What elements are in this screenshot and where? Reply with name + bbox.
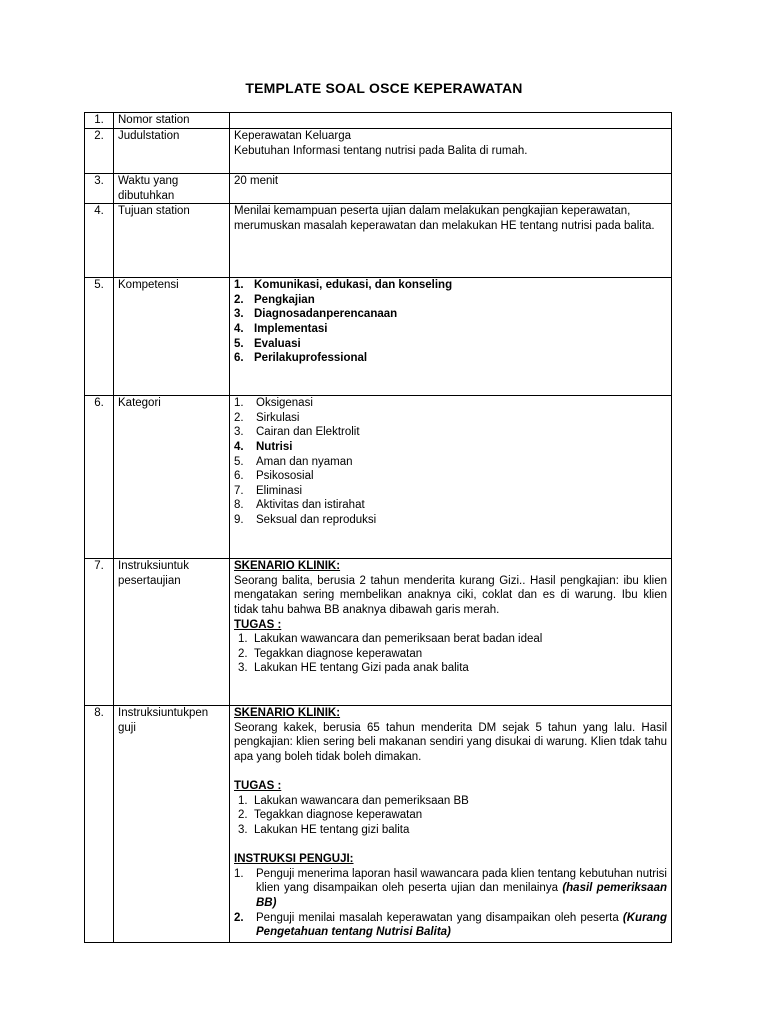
station-title-line: Kebutuhan Informasi tentang nutrisi pada Balita di rumah. — [234, 144, 528, 157]
row-content — [230, 706, 672, 943]
row-label: Kompetensi — [114, 278, 230, 396]
list-item: 2. Tegakkan diagnose keperawatan — [238, 809, 423, 822]
row-number: 1. — [85, 113, 114, 129]
document-title: TEMPLATE SOAL OSCE KEPERAWATAN — [245, 80, 523, 96]
table-row — [85, 129, 672, 174]
row-label: Judulstation — [114, 129, 230, 174]
list-item: 6. Psikososial — [234, 470, 314, 483]
row-content — [230, 559, 672, 706]
row-label: Waktu yang dibutuhkan — [114, 174, 230, 204]
list-item: 3. Diagnosadanperencanaan — [234, 308, 398, 321]
table-row — [85, 174, 672, 204]
list-item: 1. Oksigenasi — [234, 397, 313, 410]
row-number: 6. — [85, 396, 114, 559]
table-row — [85, 278, 672, 396]
list-item: 8. Aktivitas dan istirahat — [234, 499, 365, 512]
table-row — [85, 204, 672, 278]
row-label: Kategori — [114, 396, 230, 559]
row-content: 20 menit — [230, 174, 672, 204]
row-content — [230, 278, 672, 396]
skenario-text: Seorang balita, berusia 2 tahun menderita kurang Gizi.. Hasil pengkajian: ibu klien mengatakan sering membelikan anaknya ciki, coklat dan es di warung. Ibu klien tidak tahu bahwa BB anaknya dibawah garis merah. — [234, 574, 667, 616]
list-item: 1. Lakukan wawancara dan pemeriksaan berat badan ideal — [238, 633, 543, 646]
osce-table — [84, 112, 672, 943]
spacer — [234, 838, 667, 853]
list-item: 5. Evaluasi — [234, 337, 301, 350]
tugas-list — [234, 794, 667, 838]
list-item: 6. Perilakuprofessional — [234, 352, 368, 365]
list-item: 2. Sirkulasi — [234, 411, 300, 424]
row-label: Tujuan station — [114, 204, 230, 278]
skenario-text: Seorang kakek, berusia 65 tahun menderita DM sejak 5 tahun yang lalu. Hasil pengkajian: klien sering beli makanan sendiri yang disukai di warung. Klien tdak tahu apa yang boleh tidak boleh dimakan. — [234, 721, 667, 763]
table-row — [85, 396, 672, 559]
row-content — [230, 129, 672, 174]
row-number: 2. — [85, 129, 114, 174]
list-item: 2. Penguji menilai masalah keperawatan yang disampaikan oleh peserta (Kurang Pengetahuan tentang Nutrisi Balita) — [234, 911, 667, 939]
row-number: 4. — [85, 204, 114, 278]
tugas-heading: TUGAS : — [234, 618, 282, 631]
row-content — [230, 113, 672, 129]
spacer — [234, 765, 667, 780]
tugas-list — [234, 632, 667, 676]
row-label: Instruksiuntukpen guji — [114, 706, 230, 943]
list-item: 5. Aman dan nyaman — [234, 455, 353, 468]
list-item: 1. Penguji menerima laporan hasil wawancara pada klien tentang kebutuhan nutrisi klien yang disampaikan oleh peserta ujian dan menilainya (hasil pemeriksaan BB) — [234, 867, 667, 909]
table-row — [85, 706, 672, 943]
station-title-line: Keperawatan Keluarga — [234, 130, 351, 142]
list-item: 7. Eliminasi — [234, 484, 303, 497]
list-item: 2. Pengkajian — [234, 293, 315, 306]
kompetensi-list — [234, 278, 667, 366]
list-item: 3. Lakukan HE tentang Gizi pada anak balita — [238, 662, 469, 675]
list-item-selected: 4. Nutrisi — [234, 440, 293, 453]
list-item: 2. Tegakkan diagnose keperawatan — [238, 647, 423, 660]
row-number: 7. — [85, 559, 114, 706]
table-row — [85, 113, 672, 129]
list-item: 3. Lakukan HE tentang gizi balita — [238, 823, 410, 836]
table-row — [85, 559, 672, 706]
penguji-heading: INSTRUKSI PENGUJI: — [234, 853, 354, 866]
list-item: 1. Lakukan wawancara dan pemeriksaan BB — [238, 794, 469, 807]
tugas-heading: TUGAS : — [234, 780, 282, 793]
row-content — [230, 396, 672, 559]
kategori-list — [234, 396, 667, 527]
list-item: 9. Seksual dan reproduksi — [234, 513, 377, 526]
row-content: Menilai kemampuan peserta ujian dalam melakukan pengkajian keperawatan, merumuskan masalah keperawatan dan melakukan HE tentang nutrisi pada balita. — [230, 204, 672, 278]
list-item: 1. Komunikasi, edukasi, dan konseling — [234, 279, 453, 292]
row-number: 3. — [85, 174, 114, 204]
list-item: 3. Cairan dan Elektrolit — [234, 426, 360, 439]
row-label: Nomor station — [114, 113, 230, 129]
row-number: 8. — [85, 706, 114, 943]
list-item: 4. Implementasi — [234, 322, 328, 335]
penguji-list — [234, 867, 667, 940]
row-number: 5. — [85, 278, 114, 396]
skenario-heading: SKENARIO KLINIK: — [234, 707, 341, 720]
row-label: Instruksiuntuk pesertaujian — [114, 559, 230, 706]
skenario-heading: SKENARIO KLINIK: — [234, 560, 341, 573]
